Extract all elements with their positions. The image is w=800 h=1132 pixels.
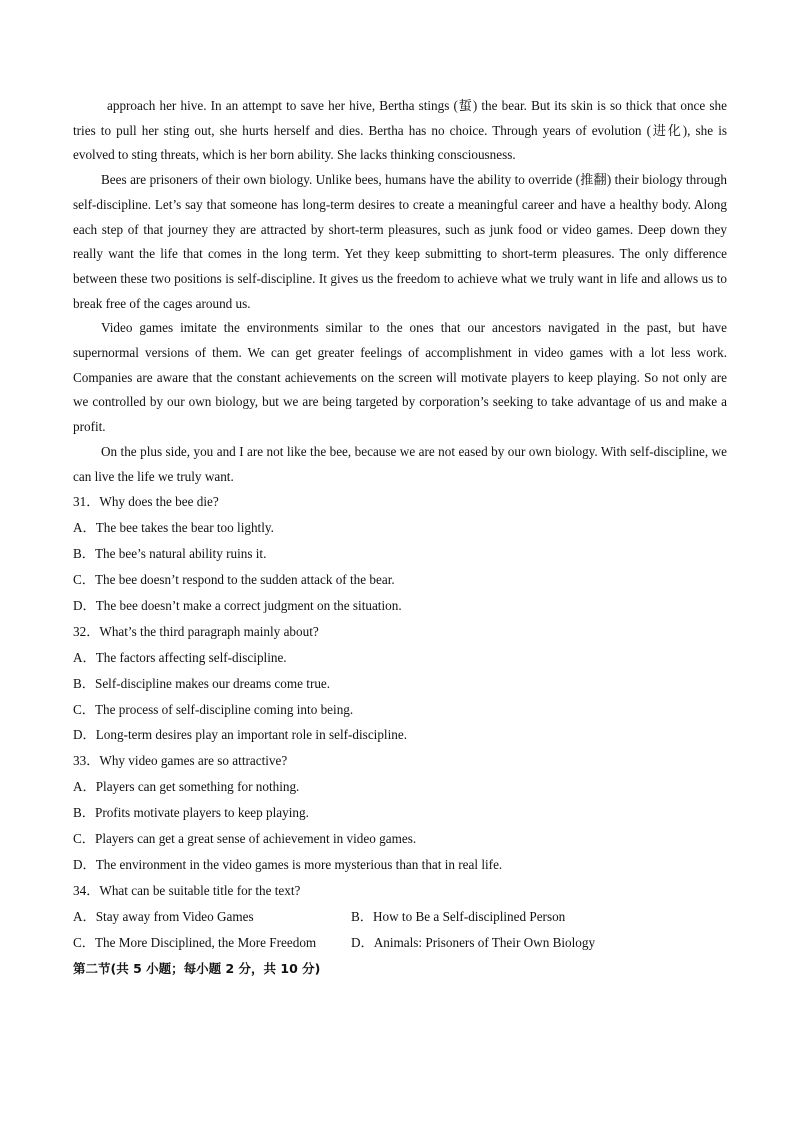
question-stem: 32．What’s the third paragraph mainly about?	[73, 623, 319, 639]
option-a: A．The factors affecting self-discipline.	[73, 649, 287, 665]
passage-paragraph-2: Bees are prisoners of their own biology. Unlike bees, humans have the ability to override (推翻) their biology through self-discipline. Let’s say that someone has long-term desires to create a meaningful career and have a healthy body. Along each step of that journey they are attracted by short-term pleasures, such as junk food or video games. Deep down they really want the life that comes in the long term. Yet they keep submitting to short-term pleasures. The only difference between these two positions is self-discipline. It gives us the freedom to achieve what we truly want in life and allows us to break free of the cages around us.	[73, 172, 727, 311]
question-32	[73, 619, 727, 749]
question-stem: 31．Why does the bee die?	[73, 494, 219, 510]
option-c: C．The More Disciplined, the More Freedom	[73, 934, 317, 950]
passage-paragraph-1: approach her hive. In an attempt to save her hive, Bertha stings (蜇) the bear. But its skin is so thick that once she tries to pull her sting out, she hurts herself and dies. Bertha has no choice. Through years of evolution (进化), she is evolved to sting threats, which is her born ability. She lacks thinking consciousness.	[73, 98, 727, 163]
question-stem: 33．Why video games are so attractive?	[73, 753, 288, 769]
option-d: D．Long-term desires play an important role in self-discipline.	[73, 727, 407, 743]
option-c: C．The bee doesn’t respond to the sudden attack of the bear.	[73, 571, 395, 587]
option-b: B．How to Be a Self-disciplined Person	[351, 908, 566, 924]
passage-paragraph-3: Video games imitate the environments similar to the ones that our ancestors navigated in the past, but have supernormal versions of them. We can get greater feelings of accomplishment in video games with a lot less work. Companies are aware that the constant achievements on the screen will motivate players to keep playing. So not only are we controlled by our own biology, but we are being targeted by corporation’s seeking to take advantage of us and make a profit.	[73, 320, 727, 435]
option-d: D．The environment in the video games is more mysterious than that in real life.	[73, 856, 503, 872]
option-a: A．Stay away from Video Games	[73, 908, 254, 924]
question-33	[73, 748, 727, 878]
document-page	[73, 94, 727, 981]
option-row-ab	[73, 904, 727, 930]
question-34	[73, 878, 727, 956]
option-c: C．Players can get a great sense of achievement in video games.	[73, 831, 417, 847]
option-b: B．The bee’s natural ability ruins it.	[73, 546, 267, 562]
option-d: D．The bee doesn’t make a correct judgment on the situation.	[73, 597, 402, 613]
option-b: B．Profits motivate players to keep playing.	[73, 805, 309, 821]
option-b: B．Self-discipline makes our dreams come true.	[73, 675, 331, 691]
question-stem: 34．What can be suitable title for the text?	[73, 882, 301, 898]
option-a: A．Players can get something for nothing.	[73, 779, 300, 795]
option-a: A．The bee takes the bear too lightly.	[73, 520, 274, 536]
passage-paragraph-4: On the plus side, you and I are not like the bee, because we are not eased by our own biology. With self-discipline, we can live the life we truly want.	[73, 443, 727, 484]
option-c: C．The process of self-discipline coming into being.	[73, 701, 354, 717]
section-heading: 第二节(共 5 小题；每小题 2 分，共 10 分)	[73, 960, 321, 976]
option-d: D．Animals: Prisoners of Their Own Biology	[351, 934, 596, 950]
option-row-cd	[73, 930, 727, 956]
question-31	[73, 489, 727, 619]
